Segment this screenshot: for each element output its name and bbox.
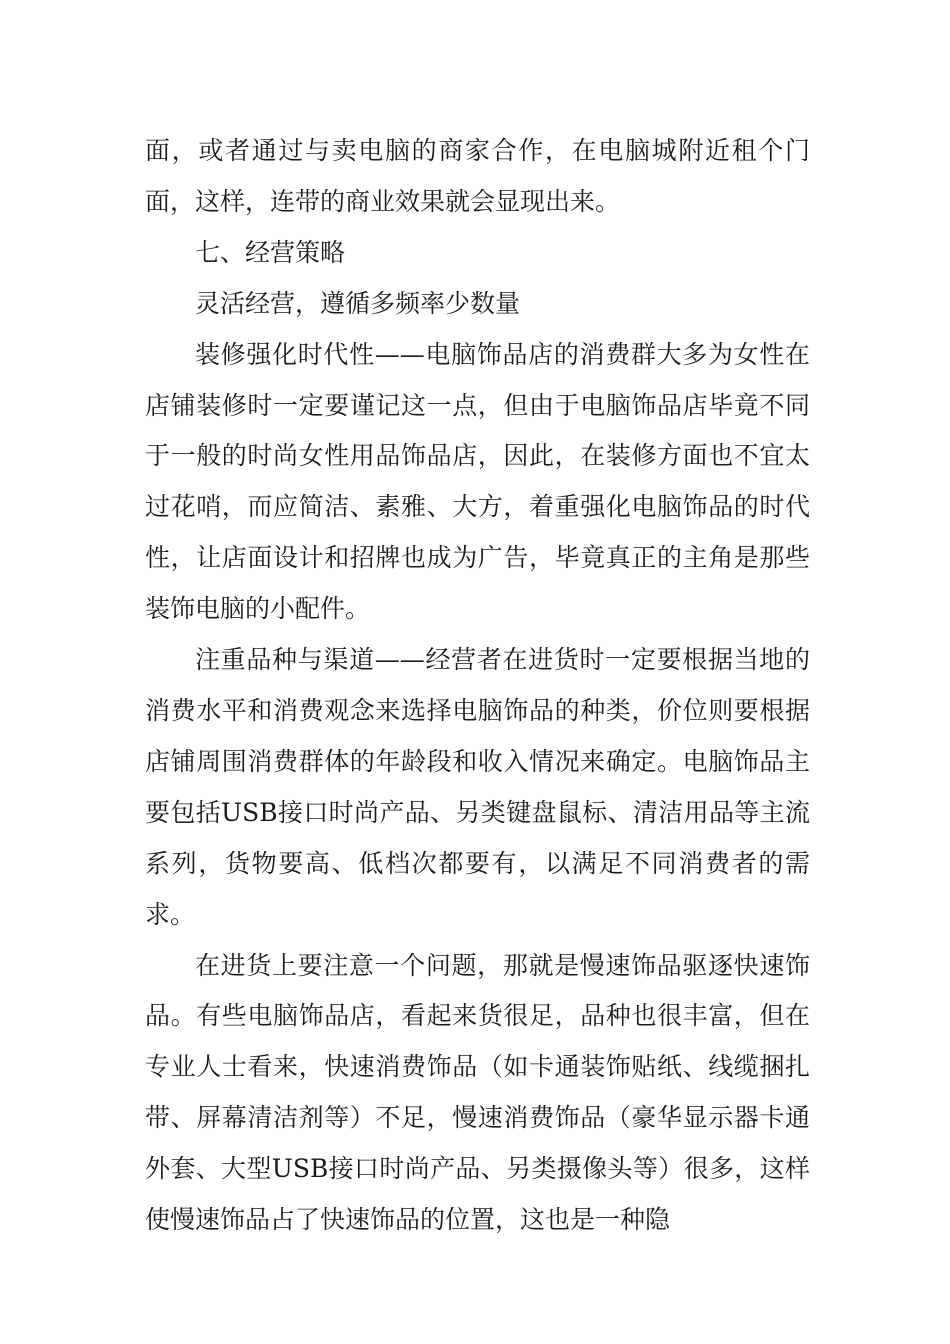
section-heading: 七、经营策略 <box>195 237 346 267</box>
paragraph-variety-channels: 注重品种与渠道——经营者在进货时一定要根据当地的消费水平和消费观念来选择电脑饰品的种类，价位则要根据店铺周围消费群体的年龄段和收入情况来确定。电脑饰品主要包括USB接口时尚产品、另类键盘鼠标、清洁用品等主流系列，货物要高、低档次都要有，以满足不同消费者的需求。 <box>145 645 810 929</box>
paragraph-continuation: 面，或者通过与卖电脑的商家合作，在电脑城附近租个门面，这样，连带的商业效果就会显现出来。 <box>145 136 810 216</box>
subheading: 灵活经营，遵循多频率少数量 <box>195 288 521 318</box>
paragraph-stocking: 在进货上要注意一个问题，那就是慢速饰品驱逐快速饰品。有些电脑饰品店，看起来货很足，品种也很丰富，但在专业人士看来，快速消费饰品（如卡通装饰贴纸、线缆捆扎带、屏幕清洁剂等）不足，慢速消费饰品（豪华显示器卡通外套、大型USB接口时尚产品、另类摄像头等）很多，这样使慢速饰品占了快速饰品的位置，这也是一种隐 <box>145 950 810 1235</box>
paragraph-decoration: 装修强化时代性——电脑饰品店的消费群大多为女性在店铺装修时一定要谨记这一点，但由于电脑饰品店毕竟不同于一般的时尚女性用品饰品店，因此，在装修方面也不宜太过花哨，而应简洁、素雅、大方，着重强化电脑饰品的时代性，让店面设计和招牌也成为广告，毕竟真正的主角是那些装饰电脑的小配件。 <box>145 339 810 624</box>
document-body <box>145 126 810 1246</box>
